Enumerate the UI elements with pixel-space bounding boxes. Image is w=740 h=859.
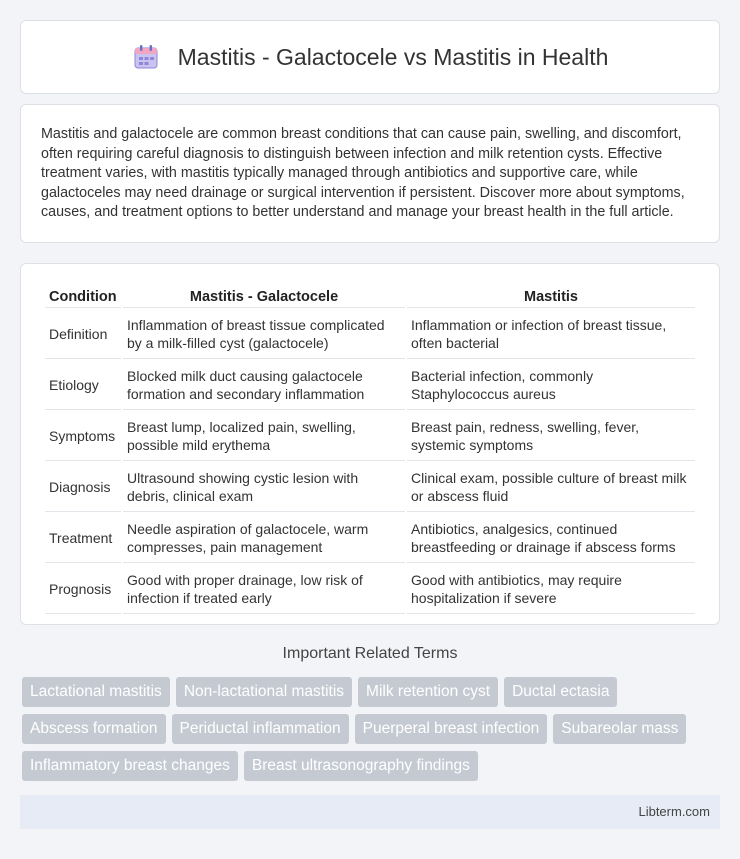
cell-galactocele: Breast lump, localized pain, swelling, possible mild erythema	[123, 412, 405, 461]
table-row	[45, 361, 695, 410]
table-row	[45, 463, 695, 512]
header-card	[20, 20, 720, 94]
footer	[20, 795, 720, 829]
table-row	[45, 514, 695, 563]
cell-mastitis: Clinical exam, possible culture of breast milk or abscess fluid	[407, 463, 695, 512]
cell-mastitis: Antibiotics, analgesics, continued breastfeeding or drainage if abscess forms	[407, 514, 695, 563]
related-term-tag[interactable]: Lactational mastitis	[22, 677, 170, 707]
cell-galactocele: Inflammation of breast tissue complicated by a milk-filled cyst (galactocele)	[123, 310, 405, 359]
row-label: Etiology	[45, 361, 121, 410]
header-mastitis: Mastitis	[407, 284, 695, 308]
page-title: Mastitis - Galactocele vs Mastitis in Health	[177, 43, 609, 70]
related-term-tag[interactable]: Abscess formation	[22, 714, 166, 744]
related-term-tag[interactable]: Ductal ectasia	[504, 677, 617, 707]
related-term-tag[interactable]: Inflammatory breast changes	[22, 751, 238, 781]
cell-mastitis: Bacterial infection, commonly Staphylococcus aureus	[407, 361, 695, 410]
row-label: Prognosis	[45, 565, 121, 614]
related-term-tag[interactable]: Breast ultrasonography findings	[244, 751, 478, 781]
cell-mastitis: Good with antibiotics, may require hospitalization if severe	[407, 565, 695, 614]
intro-text: Mastitis and galactocele are common breast conditions that can cause pain, swelling, and discomfort, often requiring careful diagnosis to distinguish between infection and milk retention cysts. Effective treatment varies, with mastitis typically managed through antibiotics and supportive care, while galactoceles may need drainage or surgical intervention if persistent. Discover more about symptoms, causes, and treatment options to better understand and manage your breast health in the full article.	[41, 126, 685, 221]
footer-site-link[interactable]: Libterm.com	[638, 804, 710, 819]
row-label: Definition	[45, 310, 121, 359]
cell-mastitis: Breast pain, redness, swelling, fever, systemic symptoms	[407, 412, 695, 461]
cell-galactocele: Good with proper drainage, low risk of infection if treated early	[123, 565, 405, 614]
cell-galactocele: Needle aspiration of galactocele, warm compresses, pain management	[123, 514, 405, 563]
row-label: Symptoms	[45, 412, 121, 461]
calendar-icon	[132, 44, 160, 70]
header-condition: Condition	[45, 284, 121, 308]
related-terms-list	[22, 677, 722, 788]
related-term-tag[interactable]: Periductal inflammation	[172, 714, 349, 744]
table-header-row	[45, 284, 695, 308]
cell-mastitis: Inflammation or infection of breast tissue, often bacterial	[407, 310, 695, 359]
related-term-tag[interactable]: Subareolar mass	[553, 714, 686, 744]
comparison-table-card	[20, 263, 720, 625]
related-term-tag[interactable]: Puerperal breast infection	[355, 714, 548, 744]
related-term-tag[interactable]: Milk retention cyst	[358, 677, 498, 707]
intro-card	[20, 104, 720, 243]
cell-galactocele: Blocked milk duct causing galactocele formation and secondary inflammation	[123, 361, 405, 410]
table-row	[45, 310, 695, 359]
cell-galactocele: Ultrasound showing cystic lesion with debris, clinical exam	[123, 463, 405, 512]
related-term-tag[interactable]: Non-lactational mastitis	[176, 677, 352, 707]
table-row	[45, 565, 695, 614]
row-label: Treatment	[45, 514, 121, 563]
row-label: Diagnosis	[45, 463, 121, 512]
table-row	[45, 412, 695, 461]
header-galactocele: Mastitis - Galactocele	[123, 284, 405, 308]
comparison-table	[43, 282, 697, 616]
related-terms-title: Important Related Terms	[282, 645, 458, 662]
